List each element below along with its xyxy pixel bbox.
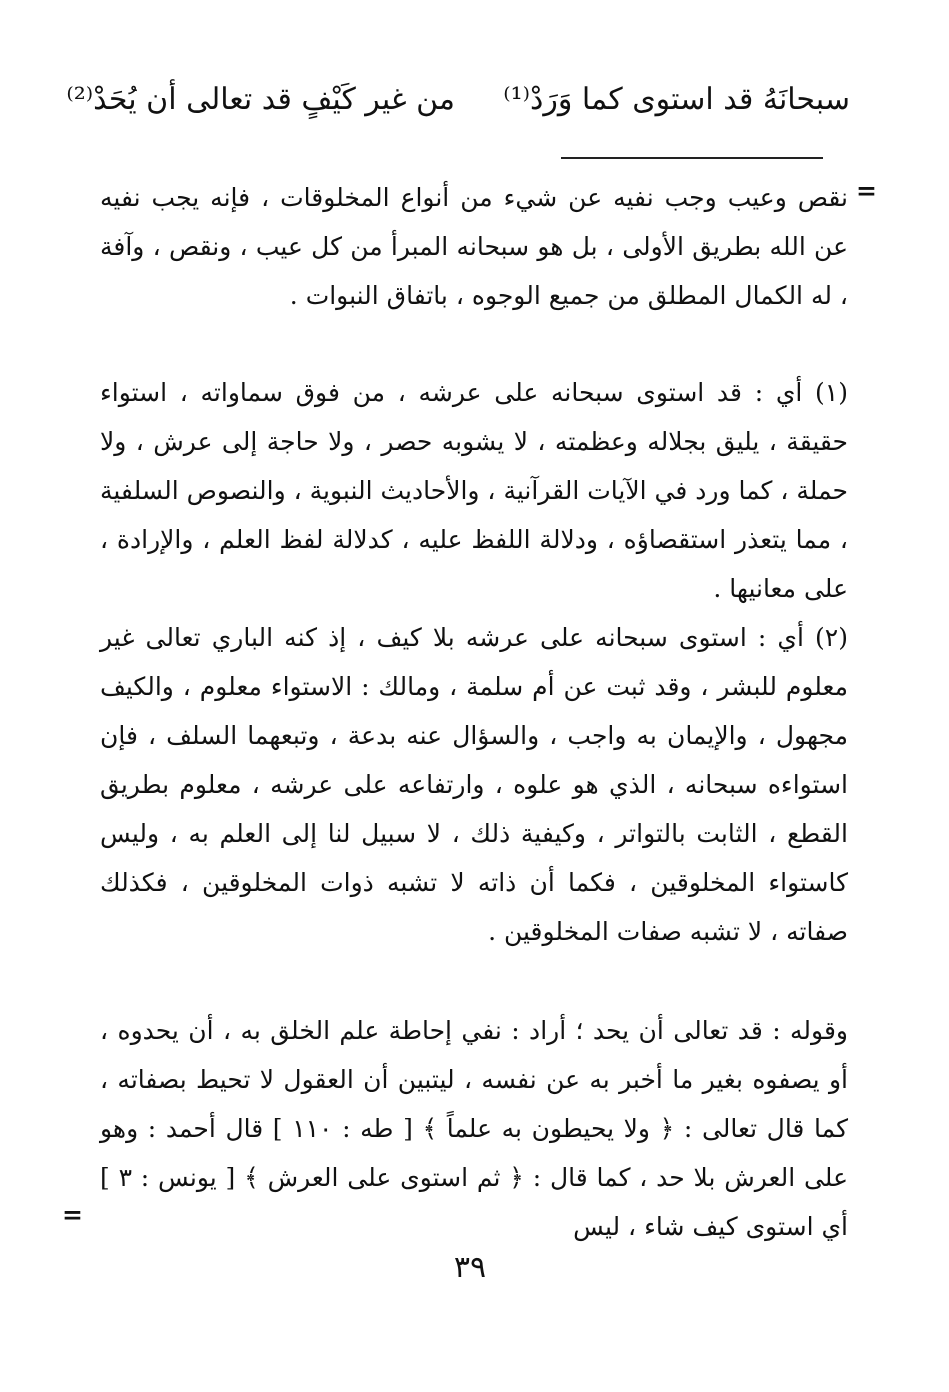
footnote-2-paragraph: وقوله : قد تعالى أن يحد ؛ أراد : نفي إحاطة علم الخلق به ، أن يحدوه ، أو يصفوه بغير ما أخبر به عن نفسه ، ليتبين أن العقول لا تحيط بصفاته ، كما قال تعالى : ﴿ ولا يحيطون به علماً ﴾ [ طه : ١١٠ ] قال أحمد : وهو على العرش بلا حد ، كما قال : ﴿ ثم استوى على العرش ﴾ [ يونس : ٣ ] أي استوى كيف شاء ، ليس [100,1016,848,1241]
verse-second-hemistich: من غير كَيْفٍ قد تعالى أن يُحَدْ⁽²⁾ [66,82,455,117]
footnote-continued: نقص وعيب وجب نفيه عن شيء من أنواع المخلوقات ، فإنه يجب نفيه عن الله بطريق الأولى ، بل هو سبحانه المبرأ من كل عيب ، ونقص ، وآفة ، له الكمال المطلق من جميع الوجوه ، باتفاق النبوات . [100,183,848,310]
footnote-2: (٢) أي : استوى سبحانه على عرشه بلا كيف ، إذ كنه الباري تعالى غير معلوم للبشر ، وقد ثبت عن أم سلمة ، ومالك : الاستواء معلوم ، والكيف مجهول ، والإيمان به واجب ، والسؤال عنه بدعة ، وتبعهما السلف ، فإن استواءه سبحانه ، الذي هو علوه ، وارتفاعه على عرشه ، معلوم بطريق القطع ، الثابت بالتواتر ، وكيفية ذلك ، لا سبيل لنا إلى العلم به ، وليس كاستواء المخلوقين ، فكما أن ذاته لا تشبه ذوات المخلوقين ، فكذلك صفاته ، لا تشبه صفات المخلوقين . [100,623,848,946]
poem-verse [66,76,850,136]
verse-first-hemistich: سبحانَهُ قد استوى كما وَرَدْ⁽¹⁾ [503,82,850,117]
footnote-separator [561,157,823,159]
page-number: ٣٩ [453,1250,487,1285]
continuation-marker-bottom: = [62,1200,83,1229]
footnote-1: (١) أي : قد استوى سبحانه على عرشه ، من فوق سماواته ، استواء حقيقة ، يليق بجلاله وعظمته ، لا يشوبه حصر ، ولا حاجة إلى عرش ، ولا حملة ، كما ورد في الآيات القرآنية ، والأحاديث النبوية ، والنصوص السلفية ، مما يتعذر استقصاؤه ، ودلالة اللفظ عليه ، كدلالة لفظ العلم ، والإرادة ، على معانيها . [99,378,848,603]
continuation-marker-top: = [856,176,877,205]
